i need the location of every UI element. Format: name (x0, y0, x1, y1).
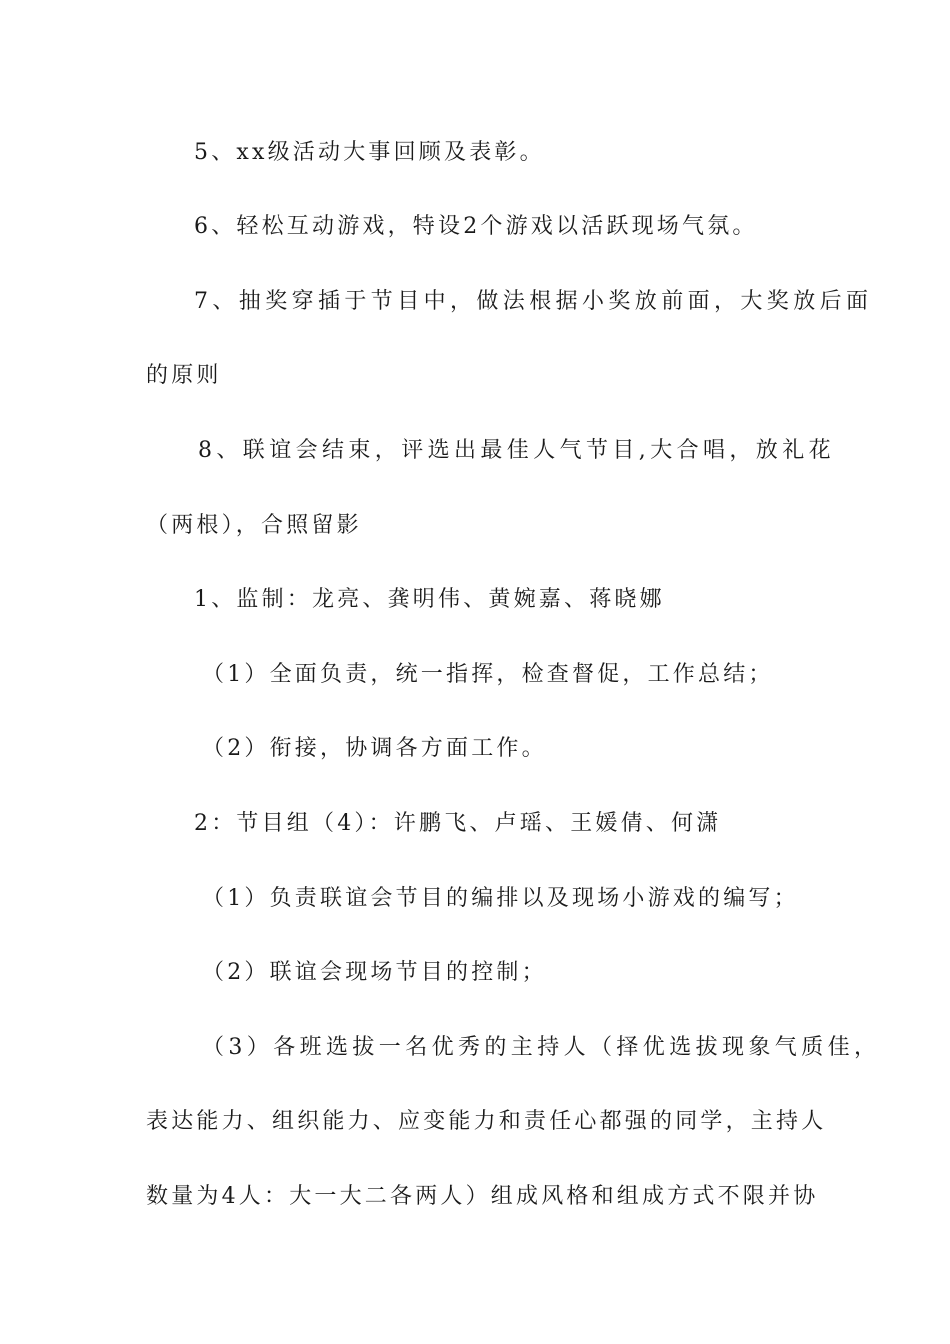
text-line-supervisor-duty-1: （1）全面负责，统一指挥，检查督促，工作总结； (202, 662, 774, 687)
text-line-program-duty-3-cont-1: 表达能力、组织能力、应变能力和责任心都强的同学，主持人 (146, 1109, 827, 1134)
text-line-program-duty-3: （3）各班选拔一名优秀的主持人（择优选拔现象气质佳， (202, 1035, 881, 1060)
text-line-item-8: 8、联谊会结束，评选出最佳人气节目,大合唱，放礼花 (198, 438, 835, 463)
text-line-item-7-cont: 的原则 (146, 363, 222, 388)
text-line-supervisor: 1、监制：龙亮、龚明伟、黄婉嘉、蒋晓娜 (194, 587, 665, 612)
text-line-item-7: 7、抽奖穿插于节目中，做法根据小奖放前面，大奖放后面 (194, 289, 873, 314)
text-line-program-group: 2：节目组（4）：许鹏飞、卢瑶、王媛倩、何潇 (194, 811, 722, 836)
text-line-program-duty-1: （1）负责联谊会节目的编排以及现场小游戏的编写； (202, 886, 799, 911)
text-line-program-duty-3-cont-2: 数量为4人：大一大二各两人）组成风格和组成方式不限并协 (146, 1184, 819, 1209)
text-line-item-8-cont: （两根），合照留影 (146, 513, 362, 538)
text-line-supervisor-duty-2: （2）衔接，协调各方面工作。 (202, 736, 547, 761)
text-line-item-6: 6、轻松互动游戏，特设2个游戏以活跃现场气氛。 (194, 214, 758, 239)
text-line-program-duty-2: （2）联谊会现场节目的控制； (202, 960, 547, 985)
text-line-item-5: 5、xx级活动大事回顾及表彰。 (194, 140, 545, 165)
